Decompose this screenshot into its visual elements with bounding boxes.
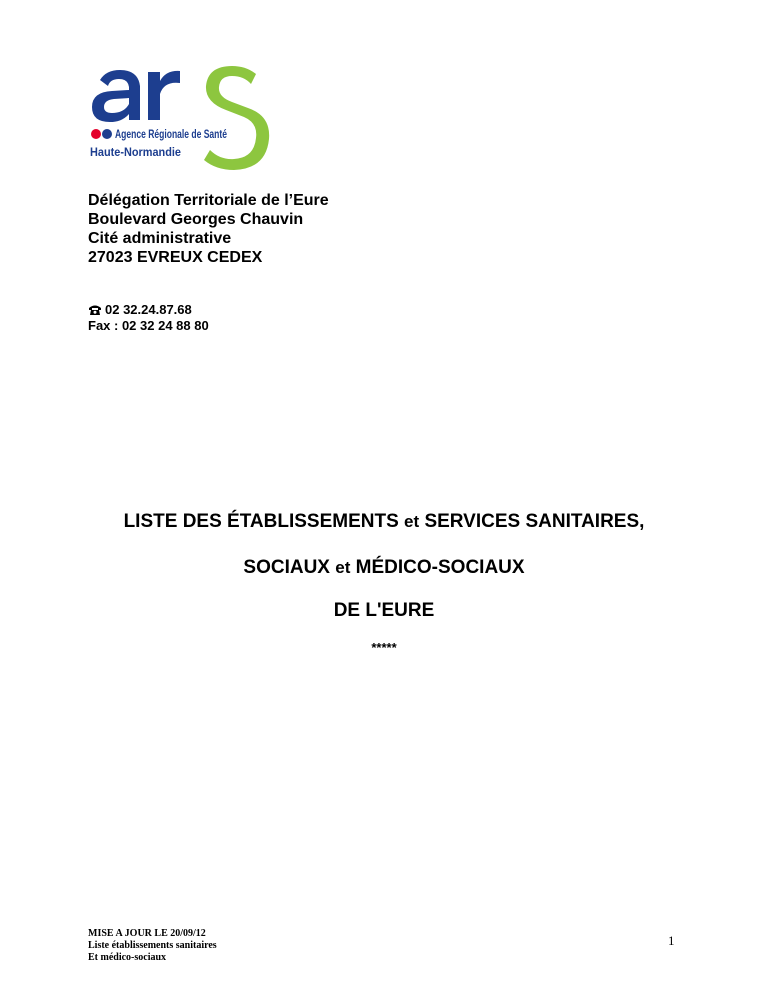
ars-logo-graphic [86,66,296,176]
title-part-2: et [404,512,420,531]
contact-block [88,302,209,334]
document-title-line-2 [0,557,768,579]
document-title-line-3: DE L'EURE [333,600,435,621]
footer-block [88,928,217,964]
document-title-line-1 [0,511,768,533]
footer-doc-name-2: Et médico-sociaux [88,952,167,963]
address-line-building: Cité administrative [88,230,232,247]
title-part-4: SOCIAUX [243,557,330,578]
ars-logo [86,66,296,176]
title-part-5: et [335,558,351,577]
phone-row [88,302,209,318]
logo-agency-text: Agence Régionale de Santé [115,127,228,141]
title-part-1: LISTE DES ÉTABLISSEMENTS [123,511,399,532]
footer-doc-name-1: Liste établissements sanitaires [88,940,217,951]
telephone-icon [88,304,102,315]
logo-region-text: Haute-Normandie [90,145,182,159]
address-line-city: 27023 EVREUX CEDEX [88,249,263,266]
fax-number: Fax : 02 32 24 88 80 [88,318,209,333]
footer-update-date: MISE A JOUR LE 20/09/12 [88,928,206,939]
address-block [88,191,329,267]
phone-number: 02 32.24.87.68 [105,302,192,317]
title-part-3: SERVICES SANITAIRES, [424,511,645,532]
address-line-delegation: Délégation Territoriale de l’Eure [88,192,329,209]
page-number: 1 [668,933,675,948]
address-line-street: Boulevard Georges Chauvin [88,211,304,228]
title-part-6: MÉDICO-SOCIAUX [355,557,525,578]
title-separator: ***** [371,640,397,655]
